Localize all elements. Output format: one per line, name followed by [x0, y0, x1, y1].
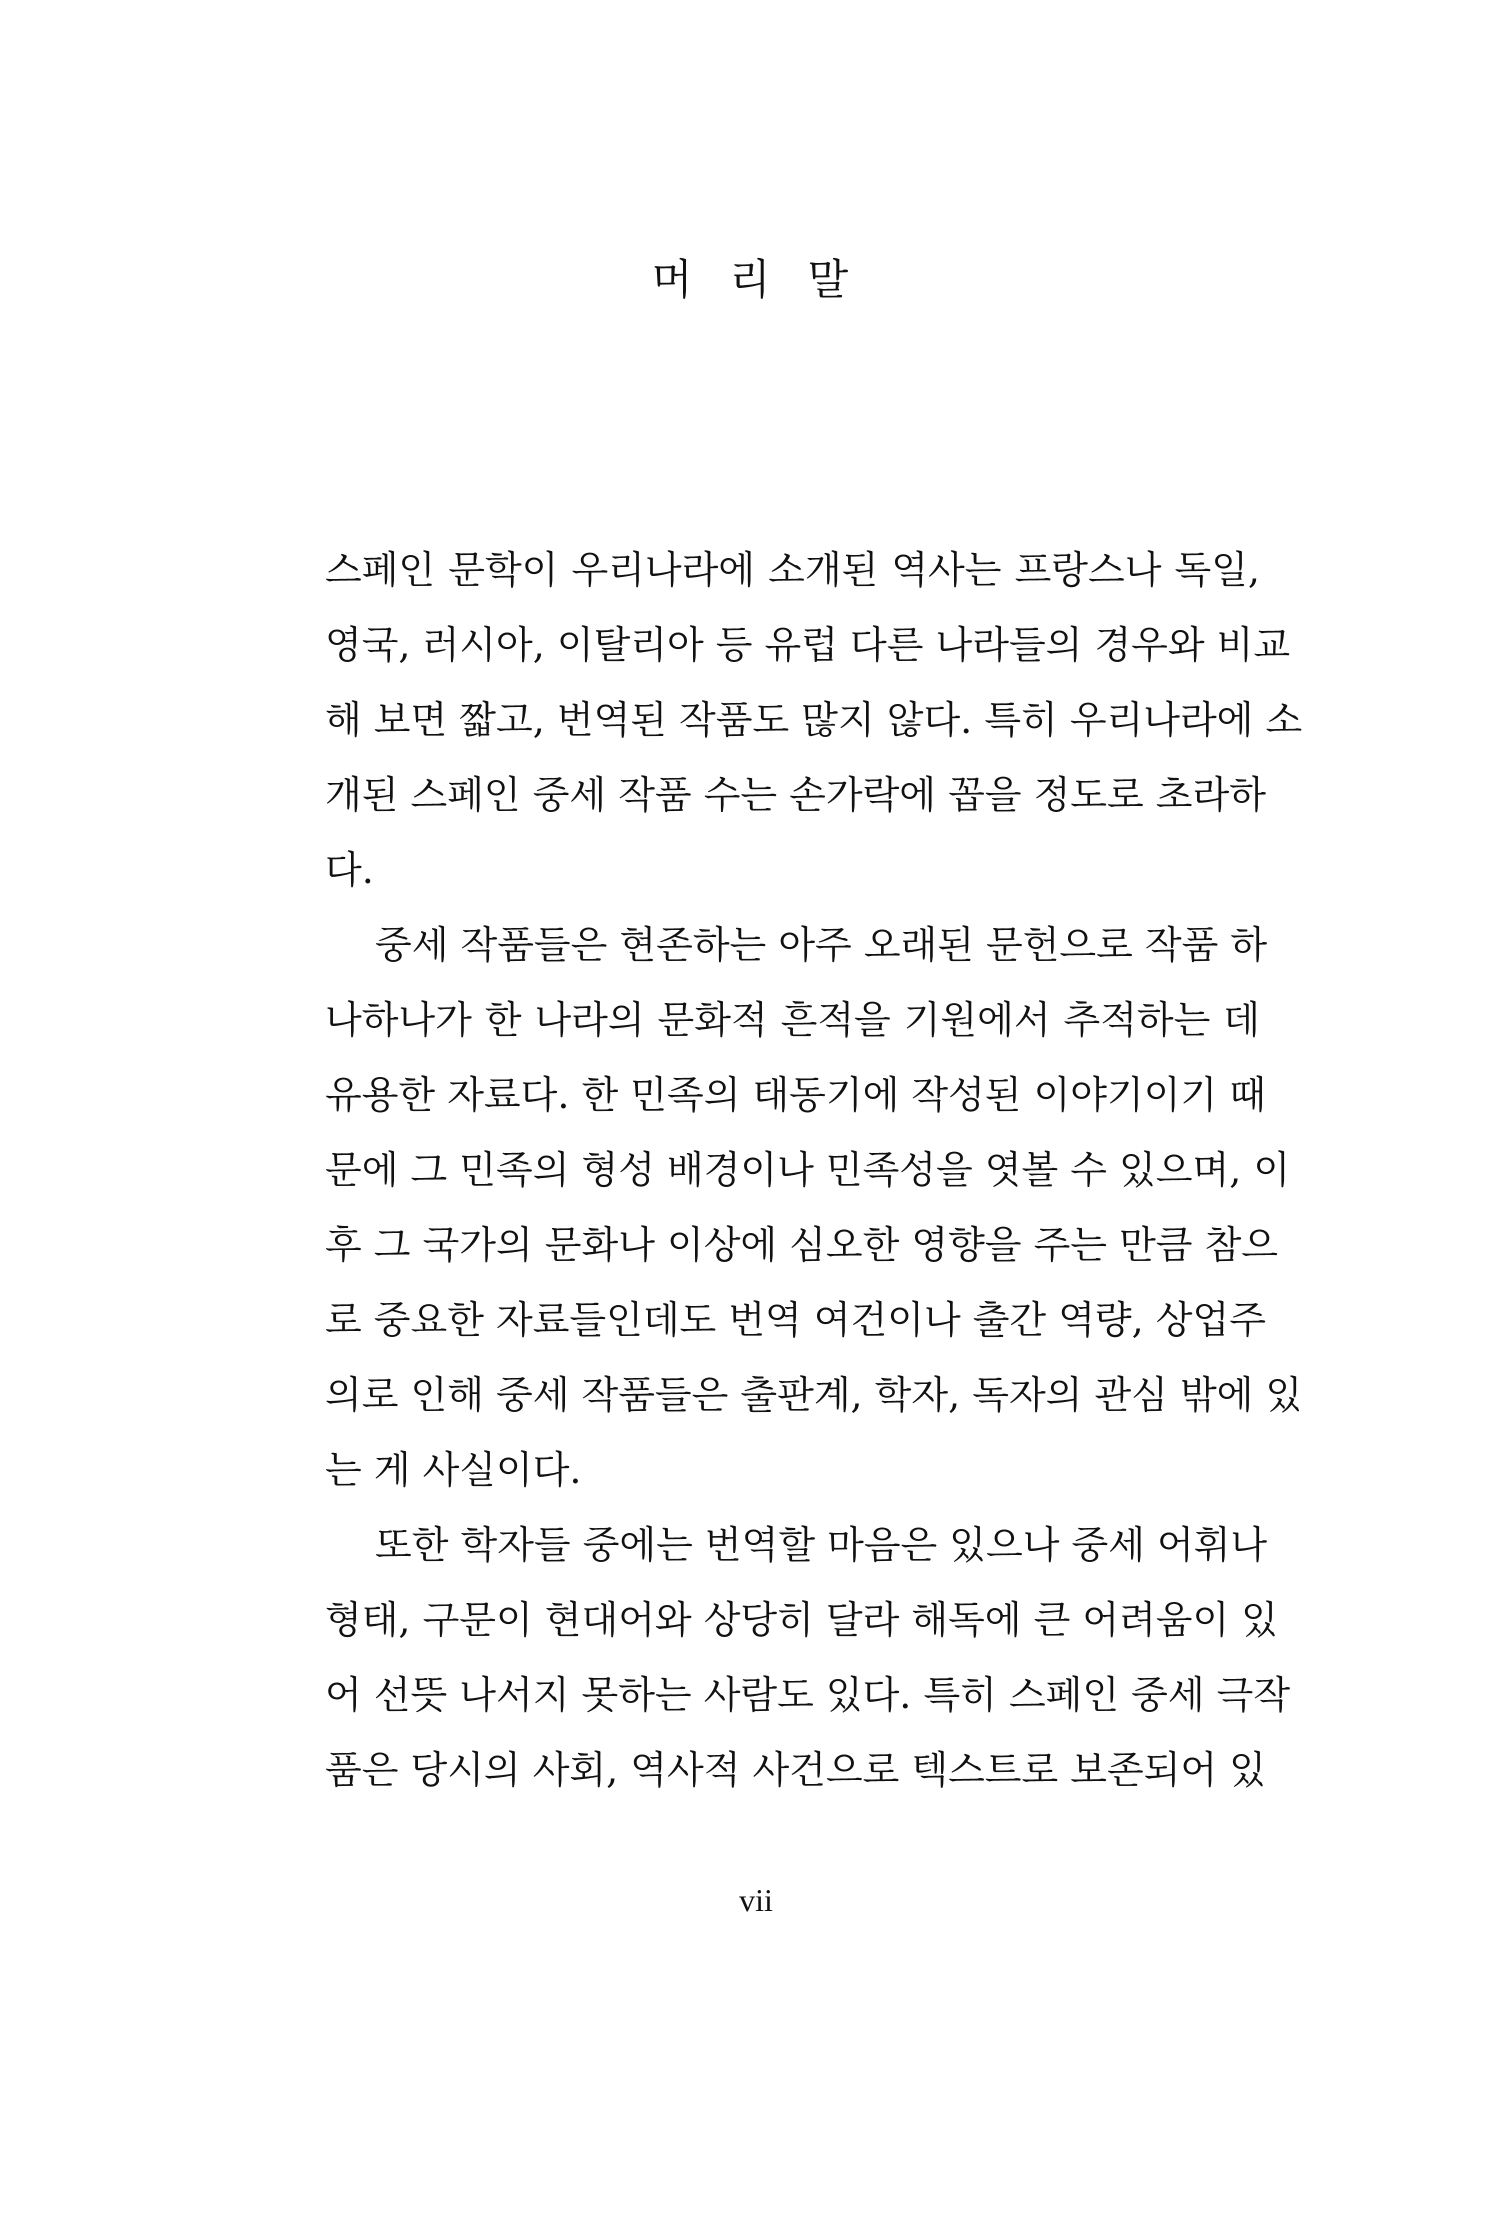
text-line: 로 중요한 자료들인데도 번역 여건이나 출간 역량, 상업주 [325, 1298, 1266, 1342]
text-line: 중세 작품들은 현존하는 아주 오래된 문헌으로 작품 하 [375, 923, 1268, 967]
paragraph [325, 533, 1303, 908]
text-line: 유용한 자료다. 한 민족의 태동기에 작성된 이야기이기 때 [325, 1073, 1266, 1117]
paragraph [325, 908, 1303, 1508]
text-line: 의로 인해 중세 작품들은 출판계, 학자, 독자의 관심 밖에 있 [325, 1373, 1303, 1417]
text-line: 어 선뜻 나서지 못하는 사람도 있다. 특히 스페인 중세 극작 [325, 1673, 1291, 1717]
text-line: 후 그 국가의 문화나 이상에 심오한 영향을 주는 만큼 참으 [325, 1223, 1278, 1267]
text-line: 다. [325, 848, 374, 892]
text-line: 품은 당시의 사회, 역사적 사건으로 텍스트로 보존되어 있 [325, 1748, 1266, 1792]
text-line: 는 게 사실이다. [325, 1448, 582, 1492]
page-title: 머 리 말 [651, 255, 861, 304]
text-line: 영국, 러시아, 이탈리아 등 유럽 다른 나라들의 경우와 비교 [325, 623, 1291, 667]
text-line: 형태, 구문이 현대어와 상당히 달라 해독에 큰 어려움이 있 [325, 1598, 1278, 1642]
body-text [325, 533, 1303, 1808]
text-line: 스페인 문학이 우리나라에 소개된 역사는 프랑스나 독일, [325, 548, 1260, 592]
text-line: 해 보면 짧고, 번역된 작품도 많지 않다. 특히 우리나라에 소 [325, 698, 1303, 742]
text-line: 또한 학자들 중에는 번역할 마음은 있으나 중세 어휘나 [375, 1523, 1268, 1567]
text-line: 개된 스페인 중세 작품 수는 손가락에 꼽을 정도로 초라하 [325, 773, 1266, 817]
text-line: 문에 그 민족의 형성 배경이나 민족성을 엿볼 수 있으며, 이 [325, 1148, 1291, 1192]
text-line: 나하나가 한 나라의 문화적 흔적을 기원에서 추적하는 데 [325, 998, 1260, 1042]
page-number: vii [739, 1882, 773, 1918]
paragraph [325, 1508, 1291, 1808]
